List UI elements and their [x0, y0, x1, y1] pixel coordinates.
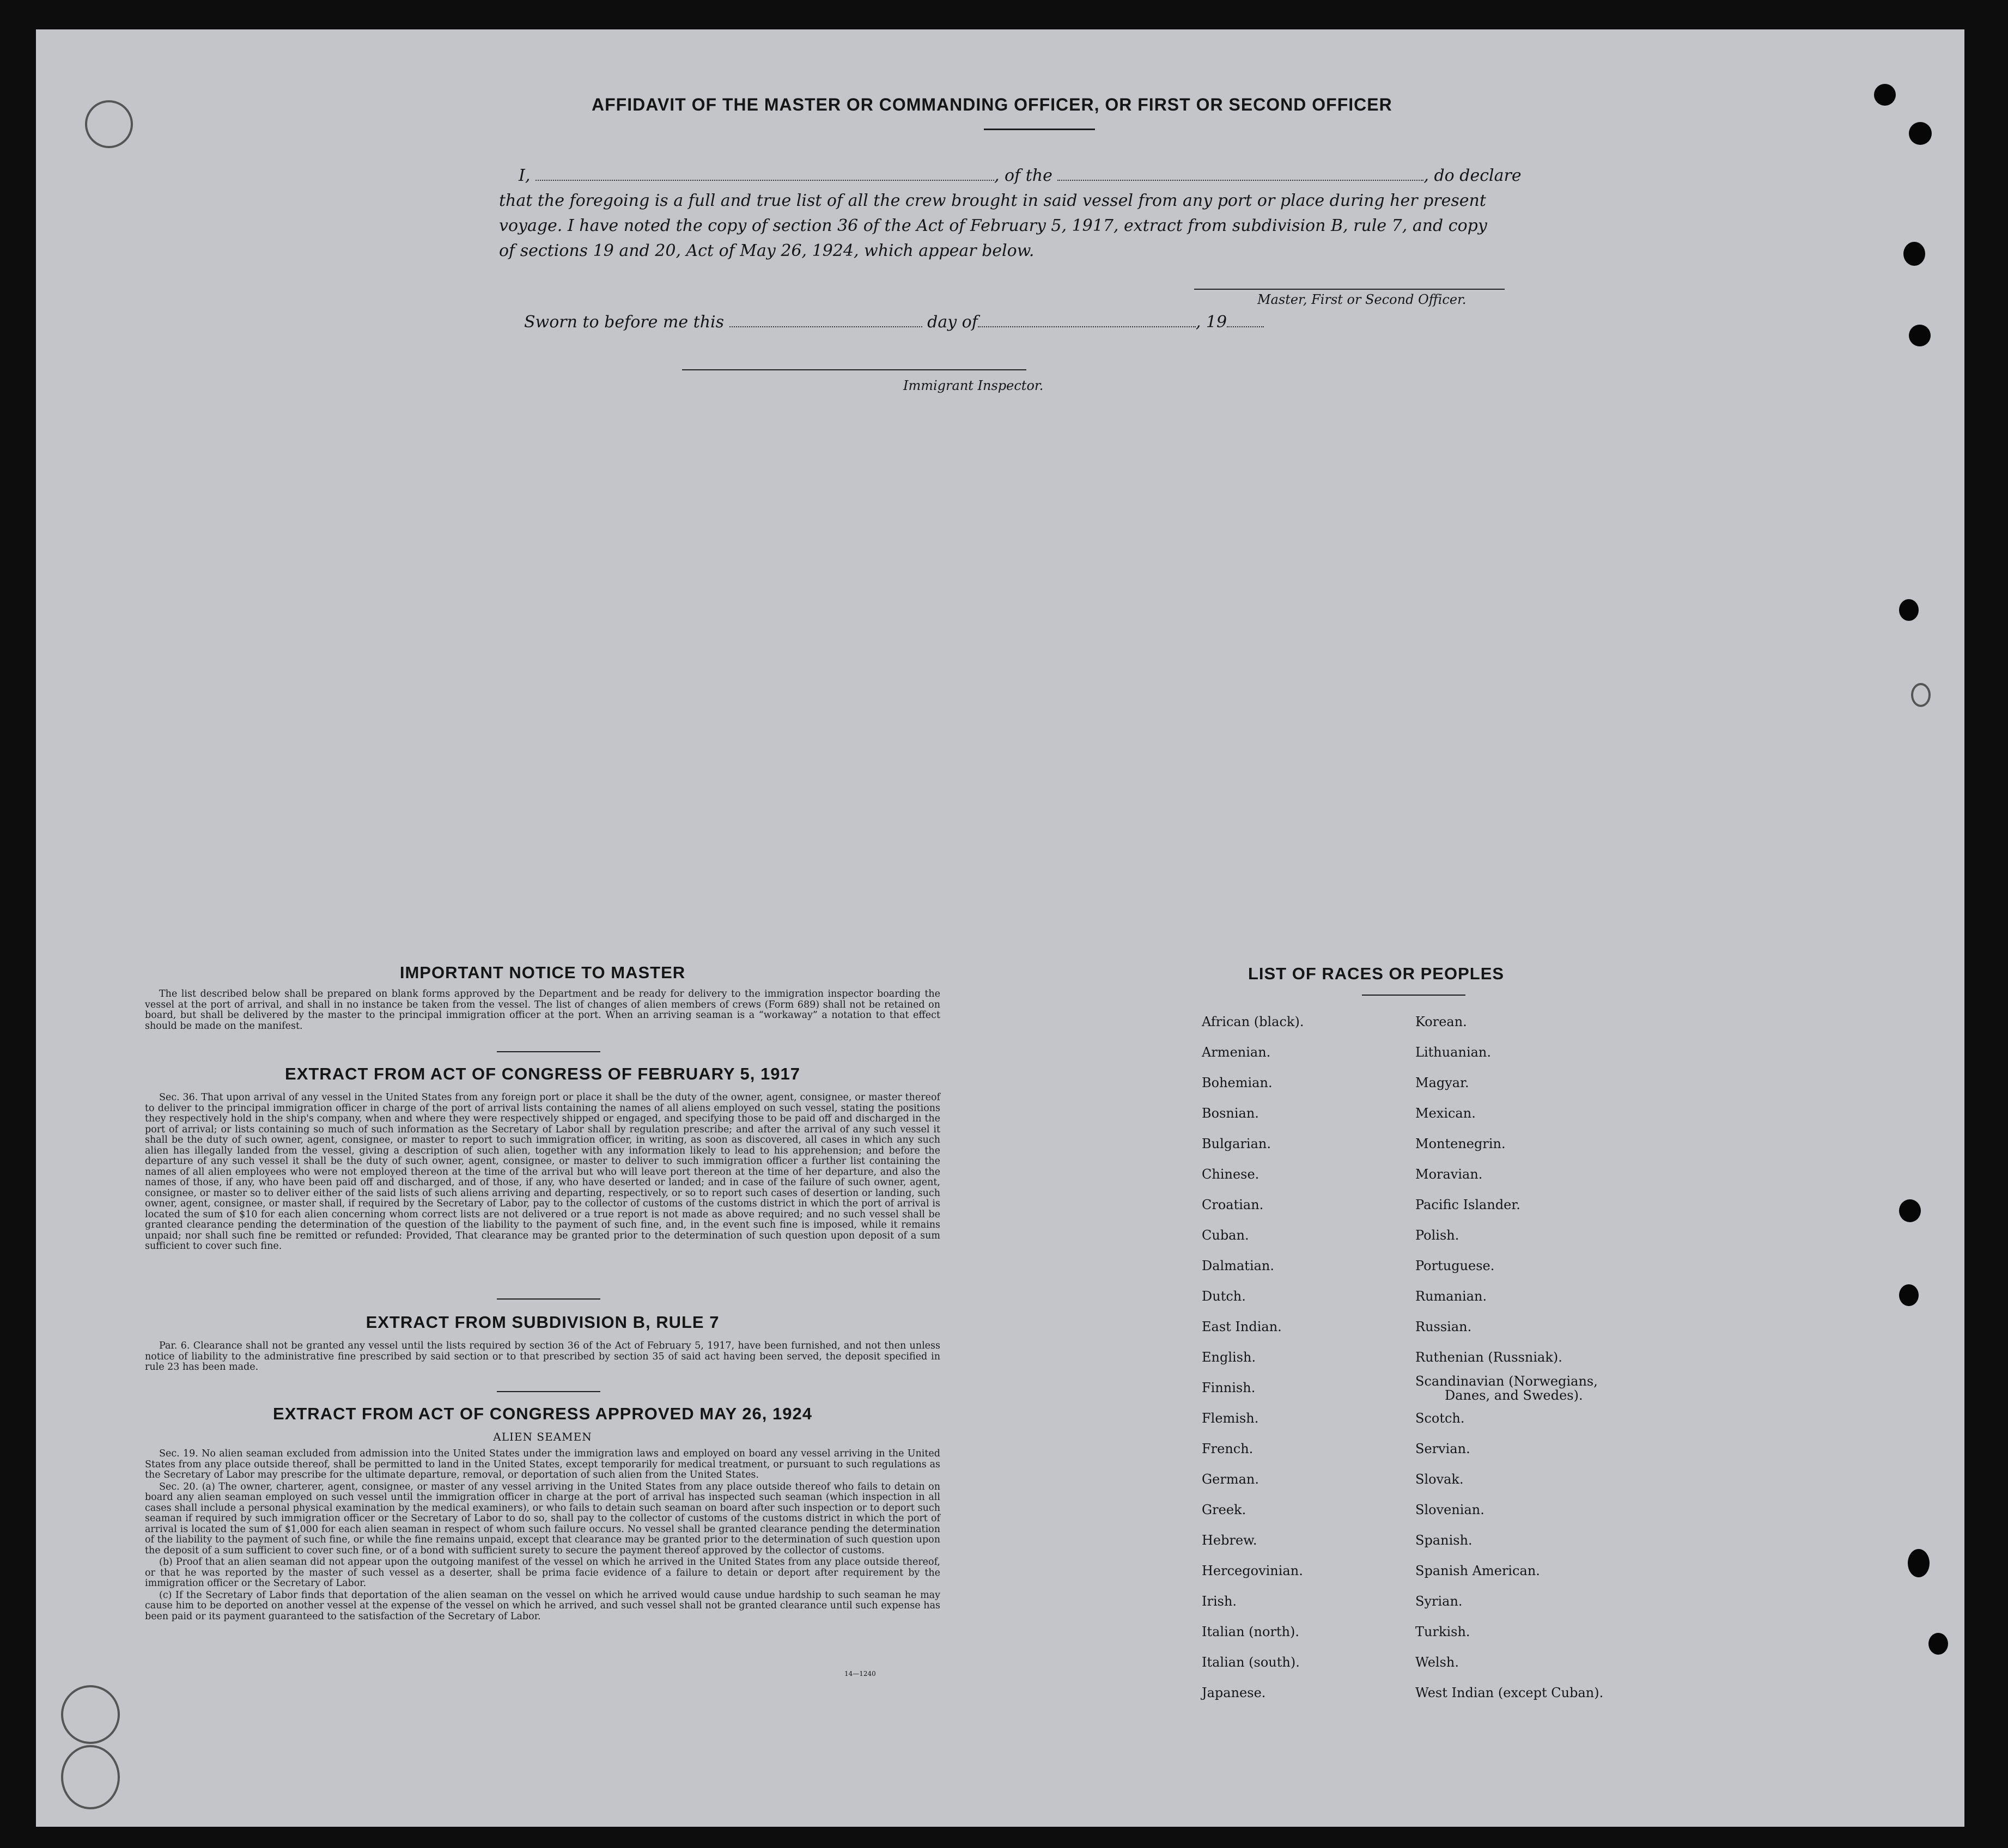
- name-blank: [536, 168, 994, 181]
- race-item: Russian.: [1415, 1319, 1472, 1334]
- race-item: Slovenian.: [1415, 1502, 1484, 1517]
- notice-rule: [497, 1051, 600, 1052]
- race-item: Dutch.: [1202, 1289, 1246, 1304]
- sec-20a-paragraph: Sec. 20. (a) The owner, charterer, agent, consignee, or master of any vessel arriving in the United States from any place outside thereof who fails to detain on board any alien seaman employed on such vessel until the immigration officer in charge at the port of arrival has inspected such seaman (which inspection in all cases shall include a personal physical examination by the medical examiners), or who fails to detain such seaman on board after such inspection or to deport such seaman if required by such immigration officer or the Secretary of Labor to do so, shall pay to the collector of customs of the customs district in which the port of arrival is located the sum of $1,000 for each alien seaman in respect of whom such failure occurs. No vessel shall be granted clearance pending the determination of the liability to the payment of such fine, or while the fine remains unpaid, except that clearance may be granted prior to the determination of such question upon the deposit of a sum sufficient to cover such fine, or of a bond with sufficient surety to secure the payment thereof approved by the collector of customs.: [145, 1481, 940, 1556]
- punch-hole-icon: [1909, 325, 1931, 346]
- race-item: Portuguese.: [1415, 1258, 1495, 1273]
- race-item: Welsh.: [1415, 1655, 1459, 1670]
- notice-body: [145, 989, 940, 1033]
- extract-1917-body: [145, 1093, 940, 1253]
- ring-stain-icon: [61, 1745, 120, 1809]
- sec-36-paragraph: Sec. 36. That upon arrival of any vessel in the United States from any foreign port or place it shall be the duty of the owner, agent, consignee, or master thereof to deliver to the principal immigration officer in charge of the port of arrival lists containing the names of all aliens employed on such vessel, stating the positions they respectively hold in the ship's company, when and where they were respectively shipped or engaged, and specifying those to be paid off and discharged in the port of arrival; or lists containing so much of such information as the Secretary of Labor shall by regulation prescribe; and after the arrival of any such vessel it shall be the duty of such owner, agent, consignee, or master to report to such immigration officer, in writing, as soon as discovered, all cases in which any such alien has illegally landed from the vessel, giving a description of such alien, together with any information likely to lead to his apprehension; and before the departure of any such vessel it shall be the duty of such owner, agent, consignee, or master to deliver to such immigration officer a further list containing the names of all alien employees who were not employed thereon at the time of the arrival but who will leave port thereon at the time of her departure, and also the names of those, if any, who have been paid off and discharged, and of those, if any, who have deserted or landed; and in case of the failure of such owner, agent, consignee, or master so to deliver either of the said lists of such aliens arriving and departing, respectively, or so to report such cases of desertion or landing, such owner, agent, consignee, or master shall, if required by the Secretary of Labor, pay to the collector of customs of the customs district in which the port of arrival is located the sum of $10 for each alien concerning whom correct lists are not delivered or a true report is not made as above required; and no such vessel shall be granted clearance pending the determination of the question of the liability to the payment of such fine, and, in the event such fine is imposed, while it remains unpaid; nor shall such fine be remitted or refunded: Provided, That clearance may be granted prior to the determination of such question upon deposit of a sum sufficient to cover such fine.: [145, 1092, 940, 1252]
- ring-stain-icon: [61, 1685, 120, 1744]
- race-item: Spanish.: [1415, 1533, 1472, 1548]
- punch-hole-icon: [1899, 1199, 1921, 1222]
- extract-1924-body: [145, 1449, 940, 1623]
- declaration-i: I,: [519, 166, 531, 185]
- race-item: Dalmatian.: [1202, 1258, 1275, 1273]
- punch-hole-icon: [1874, 84, 1896, 106]
- declaration-text: [499, 163, 1583, 264]
- race-item: French.: [1202, 1441, 1254, 1456]
- race-item: Hebrew.: [1202, 1533, 1257, 1548]
- master-signature-caption: Master, First or Second Officer.: [1257, 292, 1467, 307]
- rule7-body: [145, 1341, 940, 1374]
- race-item: Servian.: [1415, 1441, 1470, 1456]
- title-rule: [984, 129, 1095, 130]
- punch-hole-icon: [1899, 1284, 1919, 1306]
- punch-hole-icon: [1908, 1549, 1930, 1577]
- races-title: LIST OF RACES OR PEOPLES: [1248, 964, 1505, 983]
- ring-stain-icon: [85, 100, 133, 148]
- form-number: 14—1240: [844, 1670, 876, 1678]
- race-item: West Indian (except Cuban).: [1415, 1685, 1604, 1700]
- punch-hole-icon: [1911, 683, 1931, 707]
- race-item: Bohemian.: [1202, 1075, 1273, 1090]
- inspector-signature-line: [682, 369, 1026, 370]
- document-page: [36, 29, 1964, 1827]
- race-item: Cuban.: [1202, 1228, 1249, 1243]
- race-item: East Indian.: [1202, 1319, 1282, 1334]
- extract-1917-title: EXTRACT FROM ACT OF CONGRESS OF FEBRUARY 5, 1917: [285, 1064, 800, 1083]
- alien-seamen-subtitle: ALIEN SEAMEN: [493, 1430, 592, 1443]
- race-item: Mexican.: [1415, 1106, 1476, 1121]
- race-item: Scandinavian (Norwegians,: [1415, 1374, 1598, 1389]
- race-item: Scotch.: [1415, 1411, 1465, 1426]
- race-item: Italian (south).: [1202, 1655, 1300, 1670]
- sworn-label: Sworn to before me this: [524, 313, 725, 332]
- notice-paragraph: The list described below shall be prepared on blank forms approved by the Department and be ready for delivery to the immigration inspector boarding the vessel at the port of arrival, and shall in no instance be taken from the vessel. The list of changes of alien members of crews (Form 689) shall not be retained on board, but shall be delivered by the master to the principal immigration officer at the port. When an arriving seaman is a “workaway” a notation to that effect should be made on the manifest.: [145, 989, 940, 1032]
- of-the-label: , of the: [994, 166, 1052, 185]
- punch-hole-icon: [1899, 599, 1919, 621]
- punch-hole-icon: [1903, 242, 1925, 266]
- race-item: Syrian.: [1415, 1594, 1463, 1609]
- punch-hole-icon: [1928, 1633, 1948, 1655]
- declaration-line-4: of sections 19 and 20, Act of May 26, 1924, which appear below.: [499, 241, 1035, 260]
- sec-20c-paragraph: (c) If the Secretary of Labor finds that deportation of the alien seaman on the vessel on which he arrived would cause undue hardship to such seaman he may cause him to be deported on another vessel at the expense of the vessel on which he arrived, and such vessel shall not be granted clearance until such expense has been paid or its payment guaranteed to the satisfaction of the Secretary of Labor.: [145, 1589, 940, 1622]
- do-declare-label: , do declare: [1423, 166, 1522, 185]
- race-item: Polish.: [1415, 1228, 1459, 1243]
- race-item: Armenian.: [1202, 1045, 1271, 1060]
- declaration-line-1: [499, 163, 1583, 188]
- sworn-day-blank: [729, 314, 922, 327]
- extract-1917-rule: [497, 1298, 600, 1300]
- race-item: Irish.: [1202, 1594, 1237, 1609]
- race-item-continued: Danes, and Swedes).: [1445, 1388, 1583, 1403]
- race-item: Bulgarian.: [1202, 1136, 1271, 1151]
- rule7-rule: [497, 1391, 600, 1392]
- race-item: Ruthenian (Russniak).: [1415, 1350, 1562, 1365]
- races-rule: [1362, 995, 1465, 996]
- declaration-line-2: that the foregoing is a full and true list of all the crew brought in said vessel from any port or place during her present: [499, 191, 1486, 210]
- race-item: Montenegrin.: [1415, 1136, 1506, 1151]
- race-item: Greek.: [1202, 1502, 1246, 1517]
- punch-hole-icon: [1909, 122, 1932, 145]
- sworn-year-blank: [1227, 314, 1264, 327]
- master-signature-line: [1194, 289, 1505, 290]
- par-6-paragraph: Par. 6. Clearance shall not be granted any vessel until the lists required by section 36 of the Act of February 5, 1917, have been furnished, and not then unless notice of liability to the administrative fine prescribed by said section or to that prescribed by section 35 of said act having been served, the deposit specified in rule 23 has been made.: [145, 1340, 940, 1373]
- race-item: German.: [1202, 1472, 1259, 1487]
- race-item: Flemish.: [1202, 1411, 1259, 1426]
- inspector-caption: Immigrant Inspector.: [903, 378, 1044, 393]
- race-item: Korean.: [1415, 1014, 1467, 1029]
- sworn-line: [524, 313, 1264, 332]
- race-item: Hercegovinian.: [1202, 1563, 1303, 1578]
- race-item: Magyar.: [1415, 1075, 1469, 1090]
- year-label: , 19: [1195, 313, 1227, 332]
- race-item: Chinese.: [1202, 1167, 1259, 1182]
- race-item: Lithuanian.: [1415, 1045, 1492, 1060]
- day-of-label: day of: [927, 313, 978, 332]
- race-item: Moravian.: [1415, 1167, 1483, 1182]
- race-item: Rumanian.: [1415, 1289, 1487, 1304]
- affidavit-title: AFFIDAVIT OF THE MASTER OR COMMANDING OFFICER, OR FIRST OR SECOND OFFICER: [592, 95, 1392, 114]
- race-item: Pacific Islander.: [1415, 1197, 1520, 1212]
- race-item: Bosnian.: [1202, 1106, 1259, 1121]
- notice-title: IMPORTANT NOTICE TO MASTER: [399, 963, 686, 982]
- race-item: Slovak.: [1415, 1472, 1464, 1487]
- race-item: Finnish.: [1202, 1380, 1256, 1395]
- extract-1924-title: EXTRACT FROM ACT OF CONGRESS APPROVED MAY 26, 1924: [273, 1404, 812, 1423]
- sec-19-paragraph: Sec. 19. No alien seaman excluded from admission into the United States under the immigration laws and employed on board any vessel arriving in the United States from any place outside thereof, shall be permitted to land in the United States, except temporarily for medical treatment, or pursuant to such regulations as the Secretary of Labor may prescribe for the ultimate departure, removal, or deportation of such alien from the United States.: [145, 1448, 940, 1480]
- race-item: African (black).: [1202, 1014, 1304, 1029]
- race-item: Croatian.: [1202, 1197, 1264, 1212]
- race-item: Japanese.: [1202, 1685, 1266, 1700]
- race-item: Turkish.: [1415, 1624, 1470, 1639]
- vessel-blank: [1057, 168, 1423, 181]
- sec-20b-paragraph: (b) Proof that an alien seaman did not appear upon the outgoing manifest of the vessel on which he arrived in the United States from any place outside thereof, or that he was reported by the master of such vessel as a deserter, shall be prima facie evidence of a failure to detain or deport after requirement by the immigration officer or the Secretary of Labor.: [145, 1557, 940, 1589]
- sworn-month-blank: [978, 314, 1196, 327]
- rule7-title: EXTRACT FROM SUBDIVISION B, RULE 7: [366, 1313, 720, 1332]
- declaration-line-3: voyage. I have noted the copy of section 36 of the Act of February 5, 1917, extract from subdivision B, rule 7, and copy: [499, 216, 1487, 235]
- race-item: English.: [1202, 1350, 1256, 1365]
- race-item: Italian (north).: [1202, 1624, 1300, 1639]
- race-item: Spanish American.: [1415, 1563, 1540, 1578]
